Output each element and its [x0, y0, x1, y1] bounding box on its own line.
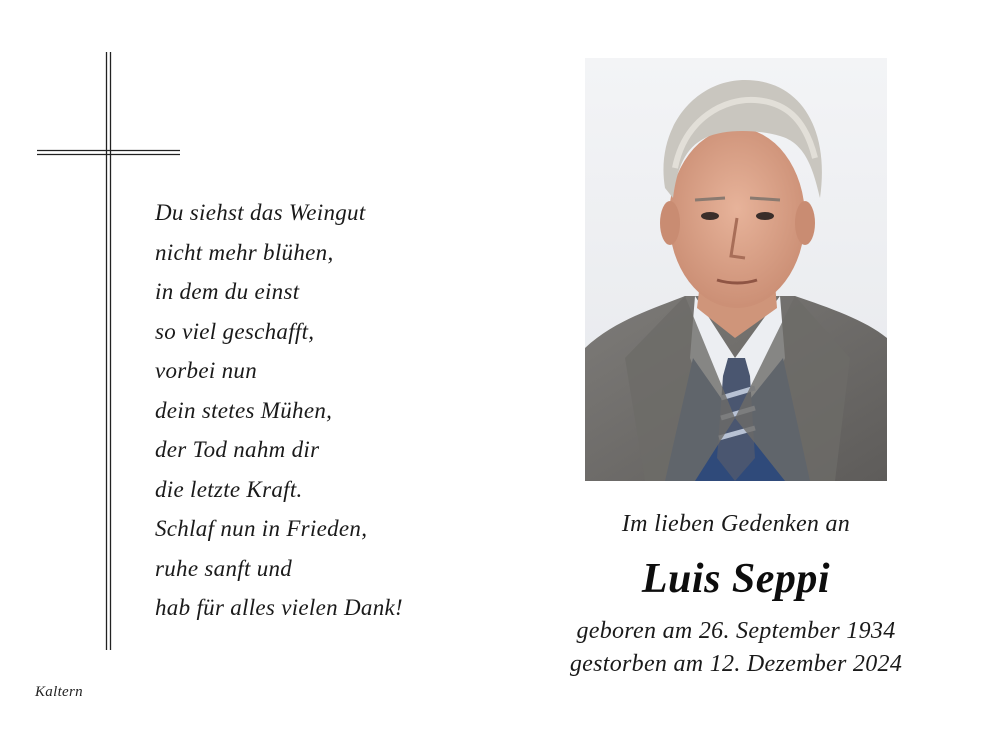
- poem-line: Du siehst das Weingut: [155, 200, 366, 225]
- poem-line: Schlaf nun in Frieden,: [155, 516, 368, 541]
- portrait-photo: [585, 58, 887, 481]
- poem-line: vorbei nun: [155, 358, 258, 383]
- poem-line: in dem du einst: [155, 279, 300, 304]
- location-label: Kaltern: [35, 684, 83, 700]
- poem-line: hab für alles vielen Dank!: [155, 595, 403, 620]
- poem-line: die letzte Kraft.: [155, 476, 303, 502]
- poem-line: so viel geschafft,: [155, 318, 315, 344]
- poem-line: ruhe sanft und: [155, 555, 293, 581]
- poem: [155, 193, 515, 628]
- poem-line: der Tod nahm dir: [155, 437, 320, 462]
- poem-line: dein stetes Mühen,: [155, 397, 333, 423]
- deceased-name: Luis Seppi: [641, 556, 831, 602]
- memorial-intro: Im lieben Gedenken an: [621, 511, 851, 537]
- poem-line: nicht mehr blühen,: [155, 239, 334, 265]
- death-date: gestorben am 12. Dezember 2024: [569, 651, 903, 677]
- birth-date: geboren am 26. September 1934: [576, 618, 896, 644]
